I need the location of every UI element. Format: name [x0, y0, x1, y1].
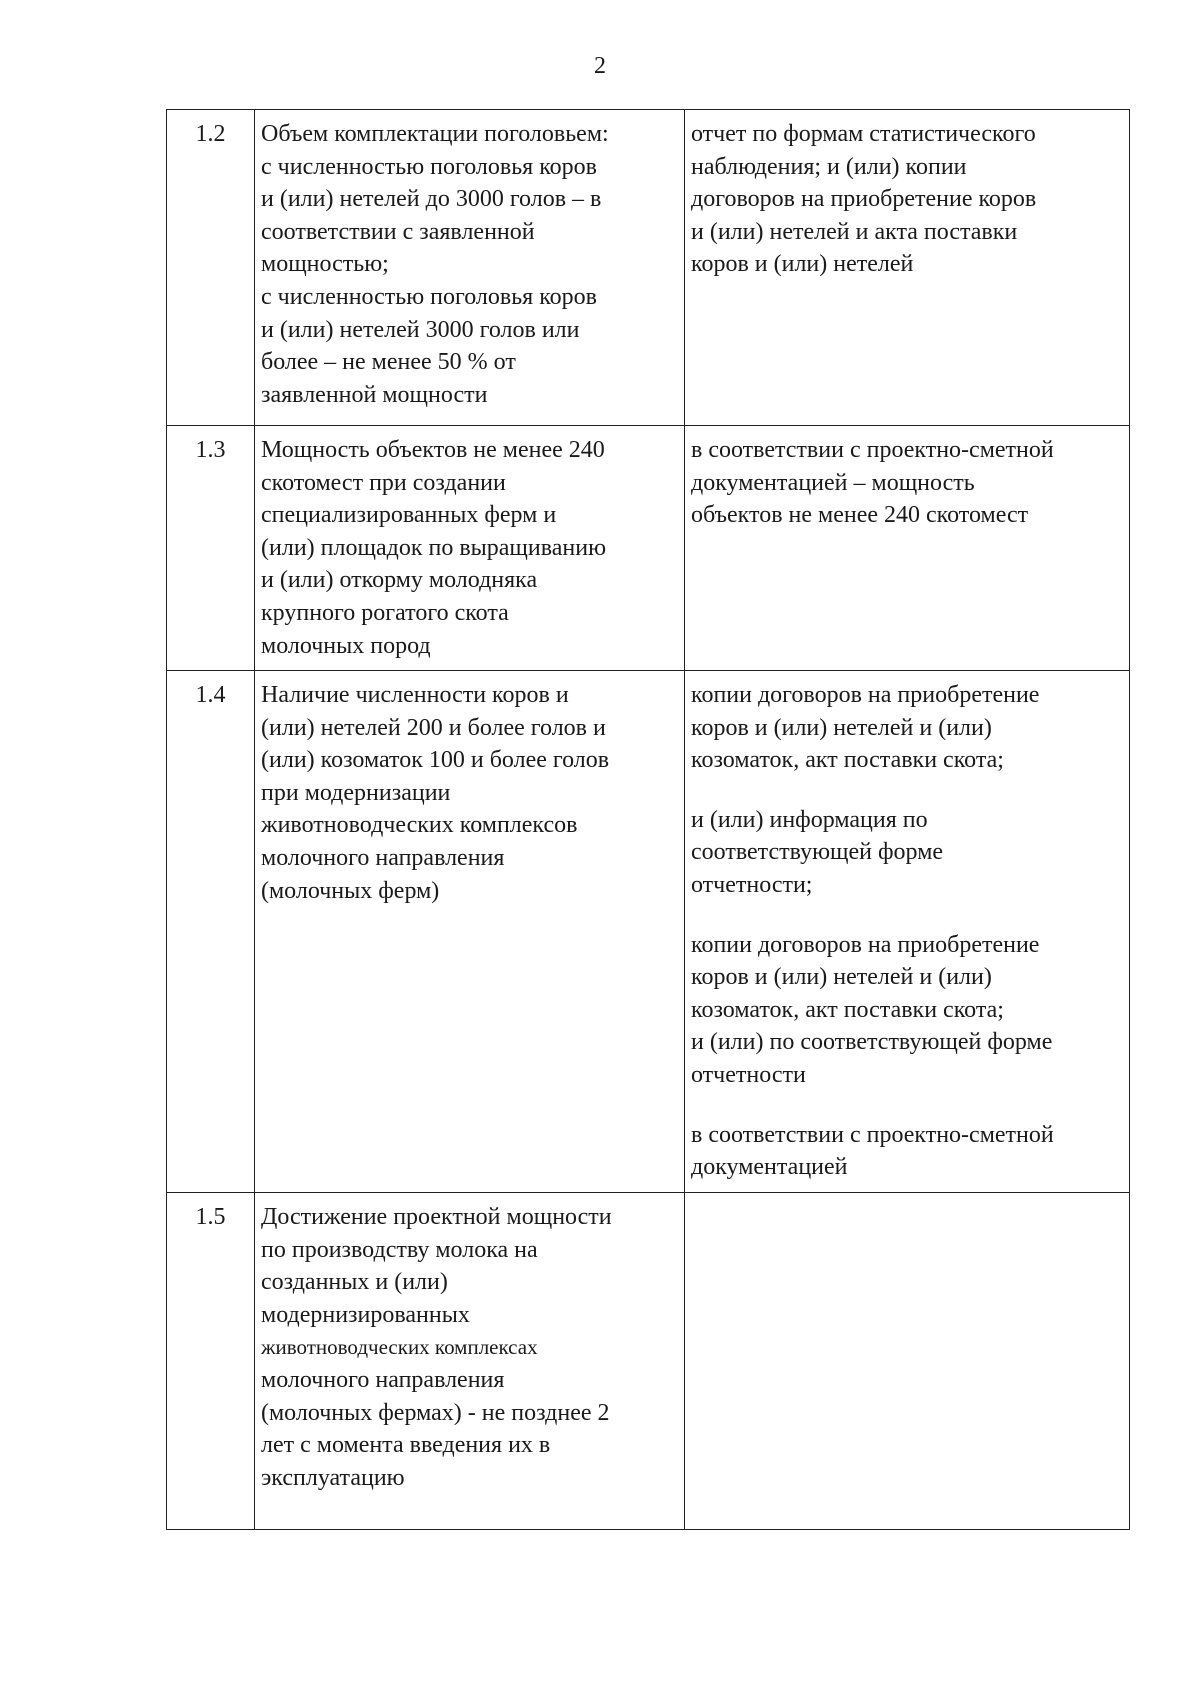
- text-line: Мощность объектов не менее 240: [261, 437, 605, 463]
- text-line: скотомест при создании: [261, 469, 506, 496]
- text-line: коров и (или) нетелей и (или): [691, 964, 992, 991]
- documents-cell: [685, 110, 1130, 426]
- text-line: молочного направления: [261, 1366, 505, 1393]
- text-line: специализированных ферм и: [261, 502, 557, 529]
- documents-cell: [685, 671, 1130, 1193]
- document-paragraph: [691, 804, 1125, 902]
- text-line: молочного направления: [261, 844, 505, 871]
- document-paragraph: [691, 1026, 1125, 1091]
- text-line: отчетности: [691, 1061, 806, 1088]
- text-line: в соответствии с проектно-сметной: [691, 1121, 1054, 1148]
- text-line: и (или) информация по: [691, 806, 928, 833]
- table-row: [167, 1193, 1130, 1530]
- text-line: Наличие численности коров и: [261, 682, 569, 708]
- document-paragraph: [691, 1119, 1125, 1184]
- text-line: и (или) нетелей 3000 голов или: [261, 316, 580, 343]
- text-line: животноводческих комплексах: [261, 1335, 538, 1360]
- text-line: соответствии с заявленной: [261, 218, 535, 245]
- text-line: копии договоров на приобретение: [691, 682, 1040, 708]
- requirement-cell: [255, 1193, 685, 1530]
- text-line: в соответствии с проектно-сметной: [691, 437, 1054, 463]
- text-line: Объем комплектации поголовьем:: [261, 121, 609, 147]
- text-line: по производству молока на: [261, 1236, 538, 1263]
- row-number: 1.3: [167, 426, 255, 671]
- text-line: соответствующей форме: [691, 839, 944, 866]
- text-line: договоров на приобретение коров: [691, 186, 1037, 213]
- text-line: козоматок, акт поставки скота;: [691, 747, 1004, 774]
- table-row: [167, 110, 1130, 426]
- document-paragraph: [691, 434, 1125, 532]
- row-number: 1.4: [167, 671, 255, 1193]
- documents-cell: [685, 1193, 1130, 1530]
- table-row: [167, 671, 1130, 1193]
- requirement-cell: [255, 426, 685, 671]
- text-line: мощностью;: [261, 251, 389, 278]
- text-line: и (или) нетелей и акта поставки: [691, 218, 1018, 245]
- row-number: 1.2: [167, 110, 255, 426]
- page-number: 2: [594, 53, 606, 79]
- text-line: объектов не менее 240 скотомест: [691, 502, 1029, 529]
- text-line: (или) козоматок 100 и более голов: [261, 747, 610, 774]
- document-paragraph: [691, 118, 1125, 281]
- row-number: 1.5: [167, 1193, 255, 1530]
- document-paragraph: [691, 929, 1125, 1027]
- text-line: более – не менее 50 % от: [261, 349, 516, 376]
- text-line: козоматок, акт поставки скота;: [691, 996, 1004, 1023]
- requirement-cell: [255, 671, 685, 1193]
- text-line: крупного рогатого скота: [261, 599, 509, 626]
- text-line: и (или) по соответствующей форме: [691, 1029, 1053, 1056]
- text-line: при модернизации: [261, 779, 451, 806]
- text-line: и (или) нетелей до 3000 голов – в: [261, 186, 602, 213]
- text-line: отчет по формам статистического: [691, 121, 1036, 147]
- text-line: коров и (или) нетелей: [691, 251, 914, 278]
- requirement-cell: [255, 110, 685, 426]
- text-line: с численностью поголовья коров: [261, 153, 597, 180]
- text-line: отчетности;: [691, 871, 813, 898]
- text-line: с численностью поголовья коров: [261, 283, 597, 310]
- text-line: коров и (или) нетелей и (или): [691, 714, 992, 741]
- text-line: эксплуатацию: [261, 1464, 405, 1491]
- text-line: модернизированных: [261, 1301, 470, 1328]
- document-paragraph: [691, 679, 1125, 777]
- text-line: наблюдения; и (или) копии: [691, 153, 967, 180]
- table-row: [167, 426, 1130, 671]
- text-line: лет с момента введения их в: [261, 1432, 551, 1459]
- text-line: животноводческих комплексов: [261, 812, 578, 839]
- text-line: документацией: [691, 1154, 848, 1181]
- text-line: заявленной мощности: [261, 381, 488, 408]
- text-line: (молочных ферм): [261, 877, 440, 904]
- text-line: созданных и (или): [261, 1269, 448, 1296]
- text-line: копии договоров на приобретение: [691, 931, 1040, 958]
- text-line: молочных пород: [261, 632, 431, 659]
- requirements-table: [166, 109, 1130, 1530]
- text-line: (молочных фермах) - не позднее 2: [261, 1399, 610, 1426]
- text-line: и (или) откорму молодняка: [261, 567, 538, 594]
- documents-cell: [685, 426, 1130, 671]
- text-line: Достижение проектной мощности: [261, 1204, 612, 1230]
- text-line: (или) площадок по выращиванию: [261, 534, 607, 561]
- text-line: документацией – мощность: [691, 469, 975, 496]
- text-line: (или) нетелей 200 и более голов и: [261, 714, 606, 741]
